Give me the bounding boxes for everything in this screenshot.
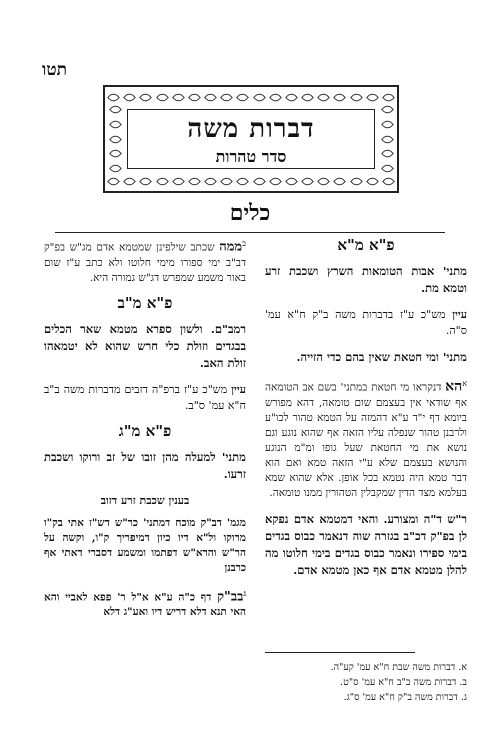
tractate-title: כלים [229,200,271,226]
commentary-paragraph: מגמ' דב"ק מוכח דמתני' כר"ש דש"ז אתי בק"ו מרוקו ול"א דיו כיון דמיפריך ק"ו, וקשה על הר"ש והרא"ש דפתמו ומשמע דסברי דאתי אף כרבנן [44,516,246,574]
section-heading: פ"א מ"ב [117,293,173,312]
title-divider [55,232,445,233]
page-number: תטו [42,60,67,80]
seder-subtitle: סדר טהרות [215,147,287,166]
left-column [44,236,246,630]
footnote-divider [265,652,415,653]
ornament-border-left [108,105,122,173]
mishna-quote: מתני' אבות הטומאות השרץ ושכבת זרע וטמא מת. [265,264,467,295]
footnotes [265,660,467,705]
mishna-quote: מתני' למעלה מהן זובו של זב ורוקו ושכבת זרעו. [44,449,246,481]
ornament-border-bottom [109,174,393,188]
commentary-paragraph: $^ב$ממה שכתב שילפינן שמטמא אדם מג"ש בפ"ק דב"ב ימי ספורו מימי חלוטו ולא כתב ע"ז שום באור משמע שמפרש דג"ש גמורה היא. [44,239,246,284]
cross-reference: עיין מש"כ ע"ז ברפ"ה דזבים מדברות משה ב"ב ח"א עמ' ס"ב. [44,382,246,412]
commentary-paragraph: $^ג$בב"ק דף כ"ה ע"א א"ל ר' פפא לאביי והא האי תנא דלא דריש דיו ואע"ג דלא [44,587,246,618]
section-heading: פ"א מ"ג [118,421,172,440]
book-title: דברות משה [187,114,315,144]
title-box [127,109,375,169]
footnote: ג. דברות משה ב"ק ח"א עמ' ס"ג. [343,692,467,703]
commentary-bold-paragraph: ר"ש ד"ה ומצורע. והאי דמטמא אדם נפקא לן בפ"ק דכ"ב בגזרה שוה דנאמר כבוס בגדים בימי ספירו ונאמר כבוס בגדים בימי חלוטו מה להלן מטמא אדם אף כאן מטמא אדם. [265,511,467,577]
commentary-bold-paragraph: רמב"ם. ולשון ספרא מטמא שאר הכלים בבגדים וזולת כלי חרש שהוא לא יטמאהו זולת האב. [44,321,246,370]
ornament-border-right [380,105,394,173]
right-column [265,236,467,589]
cross-reference: עיין מש"כ ע"ז בדברות משה ב"ק ח"א עמ' ס"ה. [265,308,468,337]
ornament-border-top [109,90,393,104]
footnote-marker: ג [243,587,246,598]
commentary-paragraph: $^א$הא דנקראו מי חטאת במתני' בשם אב הטומאה אף שודאי אין בעצמם שום טומאה, דהא מפורש ביומא דף י"ד ע"א דהמזה על הטמא טהור לכו"ע ולרבנן טהור שנפלה עליו הזאה אף שהוא נוגע וגם נושא את מי החטאת שעל גופו ומ"מ הנוגע והנושא בעצמם שלא ע"י הזאה טמא ואם הוא דבר טמא היה נטמא בכל אופן. אלא שהוא שמא בעלמא מצד הדין שמקבלין הטהורין ממנו טומאה. [265,378,467,499]
footnote: ב. דברות משה ב"ב ח"א עמ' ס"ט. [340,677,467,688]
mishna-quote: מתני' ומי חטאת שאין בהם כדי הזייה. [296,350,467,364]
title-frame [103,85,399,193]
footnote-marker: א [462,379,467,388]
section-heading: פ"א מ"א [337,236,395,254]
footnote-marker: ב [242,239,246,248]
topic-subheading: בענין שכבת זרע דזוב [100,493,190,507]
footnote: א. דברות משה שבת ח"א עמ' קע"ה. [330,662,467,673]
